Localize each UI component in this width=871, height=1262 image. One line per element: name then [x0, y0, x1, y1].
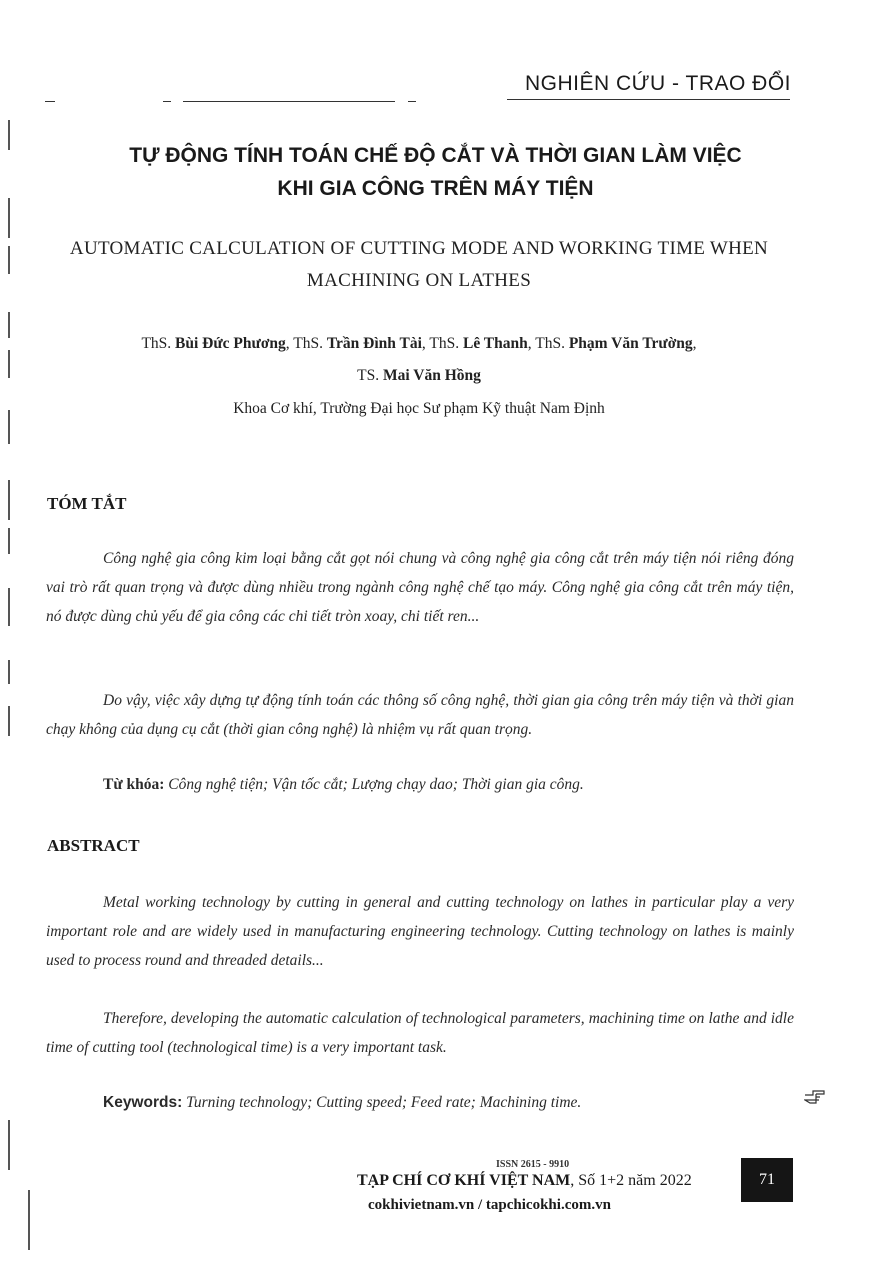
- footer-issn: ISSN 2615 - 9910: [496, 1159, 570, 1170]
- scan-margin-mark: [8, 706, 10, 736]
- author-degree: TS.: [357, 367, 383, 384]
- section-label: NGHIÊN CỨU - TRAO ĐỔI: [524, 72, 791, 95]
- summary-heading: TÓM TẮT: [47, 494, 127, 513]
- abstract-paragraph-2: [46, 1004, 794, 1062]
- author-name: Bùi Đức Phương: [175, 335, 286, 352]
- scan-margin-mark: [28, 1190, 30, 1250]
- summary-keywords: [103, 776, 584, 794]
- author-name: Mai Văn Hồng: [382, 367, 481, 384]
- author-separator: ,: [692, 335, 697, 352]
- author-last: [0, 367, 838, 385]
- author-list: [0, 335, 838, 353]
- scan-margin-mark: [8, 588, 10, 626]
- author-name: Phạm Văn Trường: [568, 335, 693, 352]
- author-degree: ThS.: [535, 335, 569, 352]
- author-name: Lê Thanh: [462, 335, 528, 352]
- abstract-keywords: [103, 1094, 581, 1112]
- keywords-label: Keywords:: [103, 1094, 183, 1111]
- summary-paragraph-1-text: Công nghệ gia công kim loại bằng cắt gọt nói chung và công nghệ gia công cắt trên máy tiện nói riêng đóng vai trò rất quan trọng và được dùng nhiều trong ngành công nghệ chế tạo máy. Công nghệ gia công cắt trên máy tiện, nó được dùng chủ yếu để gia công các chi tiết tròn xoay, chi tiết ren...: [46, 550, 794, 625]
- section-underline: [507, 99, 790, 100]
- scan-margin-mark: [8, 1120, 10, 1170]
- scan-margin-mark: [8, 480, 10, 520]
- header-rule-dash: [408, 101, 416, 102]
- article-title-line2: KHI GIA CÔNG TRÊN MÁY TIỆN: [277, 177, 594, 200]
- author-separator: ,: [421, 335, 430, 352]
- keywords-text: Turning technology; Cutting speed; Feed rate; Machining time.: [186, 1094, 582, 1111]
- keywords-text: Công nghệ tiện; Vận tốc cắt; Lượng chạy dao; Thời gian gia công.: [168, 776, 584, 793]
- english-title-line2: MACHINING ON LATHES: [306, 270, 532, 291]
- summary-paragraph-1: [46, 544, 794, 631]
- author-separator: ,: [285, 335, 294, 352]
- header-rule: [183, 101, 395, 102]
- author-affiliation: Khoa Cơ khí, Trường Đại học Sư phạm Kỹ thuật Nam Định: [233, 400, 605, 417]
- footer-journal: [357, 1172, 692, 1190]
- article-title-line1: TỰ ĐỘNG TÍNH TOÁN CHẾ ĐỘ CẮT VÀ THỜI GIAN LÀM VIỆC: [129, 144, 742, 167]
- keywords-label: Từ khóa:: [103, 776, 165, 793]
- summary-paragraph-2-text: Do vậy, việc xây dựng tự động tính toán các thông số công nghệ, thời gian gia công trên máy tiện và thời gian chạy không của dụng cụ cắt (thời gian công nghệ) là nhiệm vụ rất quan trọng.: [46, 692, 794, 738]
- scan-margin-mark: [8, 660, 10, 684]
- journal-name: TẠP CHÍ CƠ KHÍ VIỆT NAM: [357, 1172, 571, 1189]
- author-name: Trần Đình Tài: [326, 335, 422, 352]
- abstract-heading: ABSTRACT: [47, 836, 140, 855]
- author-degree: ThS.: [293, 335, 327, 352]
- scan-margin-mark: [8, 198, 10, 238]
- abstract-paragraph-2-text: Therefore, developing the automatic calculation of technological parameters, machining time on lathe and idle time of cutting tool (technological time) is a very important task.: [46, 1010, 794, 1056]
- author-separator: ,: [527, 335, 536, 352]
- journal-issue: , Số 1+2 năm 2022: [570, 1172, 692, 1189]
- header-rule-dash: [163, 101, 171, 102]
- abstract-paragraph-1: [46, 888, 794, 975]
- author-degree: ThS.: [429, 335, 463, 352]
- abstract-paragraph-1-text: Metal working technology by cutting in general and cutting technology on lathes in particular play a very important role and are widely used in manufacturing engineering technology. Cutting technology on lathes is mainly used to process round and threaded details...: [46, 894, 794, 969]
- scan-margin-mark: [8, 528, 10, 554]
- summary-paragraph-2: [46, 686, 794, 744]
- english-title-line1: AUTOMATIC CALCULATION OF CUTTING MODE AND WORKING TIME WHEN: [69, 238, 769, 259]
- pointing-hand-icon: [804, 1088, 826, 1106]
- header-rule-dash: [45, 101, 55, 102]
- page-number: 71: [741, 1158, 793, 1202]
- footer-websites: cokhivietnam.vn / tapchicokhi.com.vn: [368, 1197, 611, 1213]
- author-degree: ThS.: [141, 335, 176, 352]
